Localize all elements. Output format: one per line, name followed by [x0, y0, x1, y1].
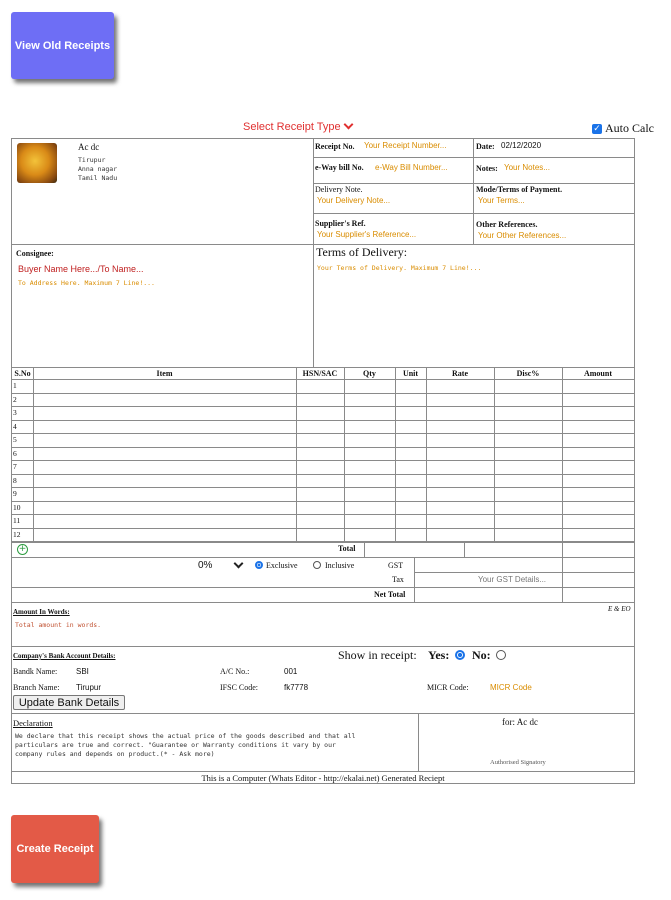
divider: [562, 542, 563, 557]
ifsc-value[interactable]: fk7778: [284, 683, 309, 692]
divider: [414, 557, 415, 602]
branch-name-value[interactable]: Tirupur: [76, 683, 102, 692]
update-bank-details-button[interactable]: Update Bank Details: [13, 695, 125, 710]
terms-of-delivery-input[interactable]: Your Terms of Delivery. Maximum 7 Line!...: [317, 264, 482, 272]
amount-in-words-input[interactable]: Total amount in words.: [15, 621, 102, 629]
table-row-number: 9: [13, 489, 17, 498]
table-row-divider: [12, 501, 634, 502]
consignee-label: Consignee:: [16, 249, 54, 258]
bank-name-label: Bandk Name:: [13, 667, 58, 676]
company-logo-image: [17, 143, 57, 183]
exclusive-radio[interactable]: [255, 561, 263, 569]
divider: [12, 646, 634, 647]
auto-calc-checkbox[interactable]: ✓: [593, 123, 601, 134]
receipt-no-input[interactable]: Your Receipt Number...: [364, 141, 447, 150]
mode-terms-label: Mode/Terms of Payment.: [476, 185, 563, 194]
micr-input[interactable]: MICR Code: [490, 683, 532, 692]
col-header-item: Item: [156, 369, 173, 378]
table-row-number: 5: [13, 435, 17, 444]
eoe-label: E & EO: [608, 605, 631, 613]
date-input[interactable]: 02/12/2020: [501, 141, 542, 150]
divider: [12, 713, 634, 714]
gst-details-input[interactable]: Your GST Details...: [478, 575, 547, 584]
divider: [12, 771, 634, 772]
company-address-line: Tamil Nadu: [78, 174, 118, 182]
divider: [12, 587, 634, 588]
divider: [364, 542, 365, 557]
amount-in-words-label: Amount In Words:: [13, 608, 70, 616]
table-row-divider: [12, 393, 634, 394]
divider: [12, 367, 634, 368]
declaration-line: We declare that this receipt shows the actual price of the goods described and that all: [15, 732, 356, 740]
ac-no-label: A/C No.:: [220, 667, 250, 676]
col-header-qty: Qty: [363, 369, 376, 378]
total-label: Total: [338, 544, 356, 553]
ac-no-value[interactable]: 001: [284, 667, 298, 676]
company-name: Ac dc: [78, 142, 100, 152]
declaration-label: Declaration: [13, 718, 53, 728]
table-row-divider: [12, 474, 634, 475]
mode-terms-input[interactable]: Your Terms...: [478, 196, 525, 205]
yes-label: Yes:: [428, 648, 450, 662]
declaration-line: particulars are true and correct. "Guarantee or Warranty conditions it vary by our: [15, 741, 336, 749]
table-row-number: 11: [13, 516, 21, 525]
declaration-line: company rules and depends on product.(* - Ask more): [15, 750, 215, 758]
micr-label: MICR Code:: [427, 683, 469, 692]
bank-details-label: Company's Bank Account Details:: [13, 652, 116, 660]
table-row-divider: [12, 433, 634, 434]
table-row-number: 10: [13, 502, 21, 512]
table-row-number: 7: [13, 462, 17, 471]
buyer-name-input[interactable]: Buyer Name Here.../To Name...: [18, 264, 144, 274]
consignee-address-input[interactable]: To Address Here. Maximum 7 Line!...: [18, 279, 155, 287]
col-header-hsn: HSN/SAC: [302, 369, 338, 378]
divider: [12, 379, 634, 380]
ifsc-label: IFSC Code:: [220, 683, 259, 692]
table-row-divider: [12, 460, 634, 461]
notes-input[interactable]: Your Notes...: [504, 163, 550, 172]
divider: [12, 542, 634, 543]
no-label: No:: [472, 648, 491, 662]
receipt-form: [11, 138, 635, 784]
table-row-divider: [12, 514, 634, 515]
suppliers-ref-label: Supplier's Ref.: [315, 219, 366, 228]
divider: [473, 139, 474, 244]
inclusive-label: Inclusive: [325, 561, 355, 570]
divider: [562, 557, 563, 602]
divider: [12, 557, 634, 558]
col-header-sno: S.No: [14, 369, 31, 378]
terms-of-delivery-label: Terms of Delivery:: [316, 245, 408, 259]
eway-bill-input[interactable]: e-Way Bill Number...: [375, 163, 448, 172]
delivery-note-input[interactable]: Your Delivery Note...: [317, 196, 391, 205]
date-label: Date:: [476, 142, 495, 151]
suppliers-ref-input[interactable]: Your Supplier's Reference...: [317, 230, 417, 239]
divider: [313, 183, 634, 184]
net-total-label: Net Total: [374, 590, 406, 599]
company-address-line: Anna nagar: [78, 165, 118, 173]
table-row-number: 2: [13, 394, 17, 404]
show-in-receipt-label: Show in receipt:: [338, 648, 417, 662]
col-header-unit: Unit: [402, 369, 419, 378]
gst-label: GST: [388, 561, 404, 570]
divider: [313, 213, 634, 214]
table-row-number: 3: [13, 408, 17, 417]
divider: [313, 157, 634, 158]
tax-label: Tax: [392, 575, 404, 584]
for-company-label: for: Ac dc: [502, 717, 538, 727]
authorised-signatory-label: Authorised Signatory: [490, 759, 546, 766]
table-row-divider: [12, 406, 634, 407]
gst-percent-select[interactable]: 0%: [198, 560, 213, 571]
divider: [464, 542, 465, 557]
branch-name-label: Branch Name:: [13, 683, 60, 692]
other-refs-label: Other References.: [476, 220, 538, 229]
chevron-down-icon: [234, 559, 244, 569]
footer-note: This is a Computer (Whats Editor - http://ekalai.net) Generated Reciept: [201, 773, 445, 783]
company-address-line: Tirupur: [78, 156, 106, 164]
auto-calc-label: Auto Calc: [605, 121, 654, 135]
inclusive-radio[interactable]: [313, 561, 321, 569]
divider: [418, 713, 419, 771]
other-refs-input[interactable]: Your Other References...: [478, 231, 567, 240]
receipt-no-label: Receipt No.: [315, 142, 355, 151]
auto-calc-toggle[interactable]: [592, 121, 654, 136]
col-header-amount: Amount: [583, 369, 612, 378]
notes-label: Notes:: [476, 164, 498, 173]
view-old-receipts-button[interactable]: View Old Receipts: [11, 12, 114, 79]
select-receipt-type-label: Select Receipt Type: [243, 121, 341, 133]
table-row-number: 12: [13, 529, 21, 539]
table-row-number: 6: [13, 448, 17, 458]
table-row-divider: [12, 420, 634, 421]
col-header-disc: Disc%: [516, 369, 540, 378]
delivery-note-label: Delivery Note.: [315, 185, 363, 194]
table-row-number: 1: [13, 381, 17, 390]
table-row-divider: [12, 487, 634, 488]
bank-name-value[interactable]: SBI: [76, 667, 89, 676]
table-row-number: 4: [13, 421, 17, 431]
col-header-rate: Rate: [452, 369, 468, 378]
divider: [414, 572, 634, 573]
create-receipt-button[interactable]: Create Receipt: [11, 815, 99, 883]
exclusive-label: Exclusive: [266, 561, 298, 570]
table-row-number: 8: [13, 475, 17, 485]
divider: [313, 139, 314, 367]
table-row-divider: [12, 447, 634, 448]
show-bank-yes-radio[interactable]: [455, 650, 465, 660]
table-row-divider: [12, 528, 634, 529]
add-row-icon[interactable]: +: [18, 544, 27, 554]
eway-bill-label: e-Way bill No.: [315, 163, 364, 172]
divider: [12, 602, 634, 603]
show-bank-no-radio[interactable]: [496, 650, 506, 660]
select-receipt-type-dropdown[interactable]: [243, 121, 352, 133]
chevron-down-icon: [343, 120, 353, 130]
